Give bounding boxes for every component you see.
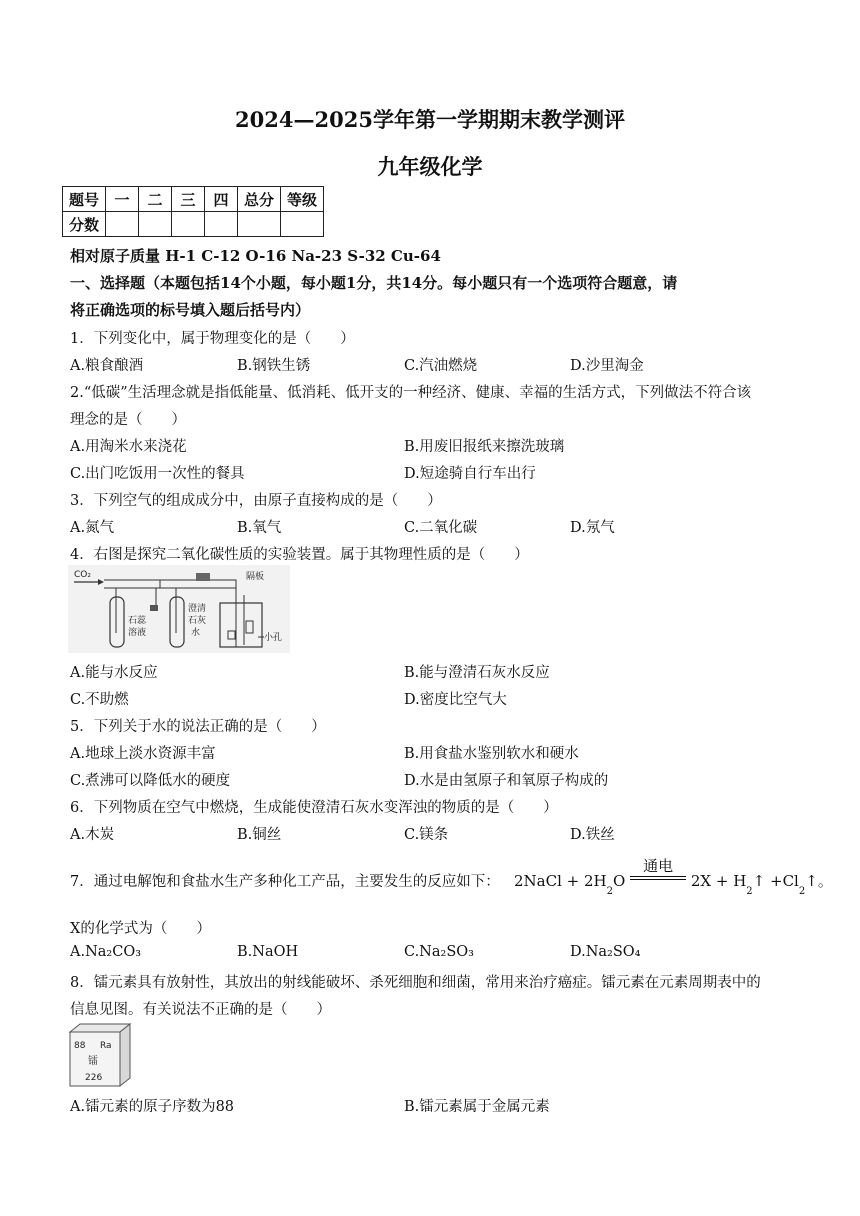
option-d[interactable]: D.氖气 (570, 520, 615, 536)
option-d[interactable]: D.短途骑自行车出行 (404, 466, 536, 482)
chemical-equation (514, 857, 833, 897)
element-name: 镭 (88, 1056, 98, 1067)
option-c[interactable]: C.镁条 (404, 827, 449, 843)
option-a[interactable]: A.Na₂CO₃ (70, 944, 142, 960)
option-b[interactable]: B.氧气 (237, 520, 282, 536)
option-b[interactable]: B.钢铁生锈 (237, 358, 311, 374)
question-7-stem: 7．通过电解饱和食盐水生产多种化工产品，主要发生的反应如下： (70, 874, 500, 890)
figure-label-limewater3: 水 (191, 628, 201, 638)
eq-sub: 2 (798, 886, 806, 897)
section-heading-cont: 将正确选项的标号填入题后括号内） (70, 301, 311, 319)
option-d[interactable]: D.铁丝 (570, 827, 615, 843)
section-heading: 一、选择题（本题包括14个小题，每小题1分，共14分。每小题只有一个选项符合题意，请 (70, 274, 678, 292)
option-c[interactable]: C.Na₂SO₃ (404, 944, 474, 960)
figure-label-hole: 小孔 (264, 633, 283, 643)
table-cell: 一 (106, 187, 139, 212)
eq-right: 2X + H (690, 872, 747, 890)
option-a[interactable]: A.氮气 (70, 520, 115, 536)
option-a[interactable]: A.能与水反应 (70, 665, 158, 681)
question-2-stem-cont: 理念的是（ ） (70, 412, 186, 428)
option-c[interactable]: C.二氧化碳 (404, 520, 478, 536)
figure-label-limewater1: 澄清 (188, 604, 207, 614)
question-8-stem: 8．镭元素具有放射性，其放出的射线能破坏、杀死细胞和细菌，常用来治疗癌症。镭元素在元素周期表中的 (70, 975, 761, 991)
table-cell: 四 (205, 187, 238, 212)
eq-end: 。 (817, 872, 833, 890)
option-a[interactable]: A.粮食酿酒 (70, 358, 144, 374)
option-d[interactable]: D.水是由氢原子和氧原子构成的 (404, 773, 609, 789)
figure-label-litmus2: 溶液 (128, 628, 147, 638)
option-a[interactable]: A.用淘米水来浇花 (70, 439, 187, 455)
question-7-stem-cont: X的化学式为（ ） (70, 921, 211, 937)
eq-left-tail: O (613, 872, 626, 890)
table-cell[interactable] (205, 212, 238, 237)
score-table (62, 186, 324, 237)
option-a[interactable]: A.木炭 (70, 827, 115, 843)
table-cell: 总分 (238, 187, 281, 212)
table-cell[interactable] (139, 212, 172, 237)
atomic-mass-line: 相对原子质量 H-1 C-12 O-16 Na-23 S-32 Cu-64 (70, 247, 441, 265)
table-cell[interactable] (106, 212, 139, 237)
table-cell[interactable] (281, 212, 324, 237)
option-d[interactable]: D.密度比空气大 (404, 692, 507, 708)
score-table-header-row (63, 187, 324, 212)
eq-right-mid: ↑ +Cl (752, 872, 799, 890)
figure-label-co2: CO₂ (74, 570, 91, 580)
element-cell-figure (68, 1022, 132, 1088)
option-b[interactable]: B.镭元素属于金属元素 (404, 1099, 550, 1115)
figure-label-litmus: 石蕊 (128, 616, 147, 626)
table-cell: 分数 (63, 212, 106, 237)
option-b[interactable]: B.铜丝 (237, 827, 282, 843)
eq-double-line (630, 876, 686, 880)
element-symbol: Ra (100, 1041, 112, 1051)
option-b[interactable]: B.用废旧报纸来擦洗玻璃 (404, 439, 565, 455)
table-cell[interactable] (238, 212, 281, 237)
score-table-score-row (63, 212, 324, 237)
question-5-stem: 5．下列关于水的说法正确的是（ ） (70, 719, 326, 735)
option-b[interactable]: B.NaOH (237, 944, 299, 960)
eq-right-tail: ↑ (805, 872, 818, 890)
option-d[interactable]: D.沙里淘金 (570, 358, 644, 374)
option-b[interactable]: B.用食盐水鉴别软水和硬水 (404, 746, 579, 762)
question-2-stem: 2.“低碳”生活理念就是指低能量、低消耗、低开支的一种经济、健康、幸福的生活方式，下列做法不符合该 (70, 385, 752, 401)
option-c[interactable]: C.汽油燃烧 (404, 358, 478, 374)
element-number: 88 (74, 1041, 86, 1051)
figure-label-partition: 隔板 (246, 572, 265, 582)
option-c[interactable]: C.不助燃 (70, 692, 129, 708)
option-a[interactable]: A.地球上淡水资源丰富 (70, 746, 216, 762)
option-c[interactable]: C.出门吃饭用一次性的餐具 (70, 466, 245, 482)
co2-apparatus-figure (68, 565, 290, 653)
table-cell: 二 (139, 187, 172, 212)
question-8-stem-cont: 信息见图。有关说法不正确的是（ ） (70, 1002, 331, 1018)
option-a[interactable]: A.镭元素的原子序数为88 (70, 1099, 235, 1115)
page-title: 2024—2025学年第一学期期末教学测评 (235, 107, 625, 132)
table-cell[interactable] (172, 212, 205, 237)
table-cell: 三 (172, 187, 205, 212)
figure-label-limewater2: 石灰 (188, 616, 207, 626)
question-3-stem: 3．下列空气的组成成分中，由原子直接构成的是（ ） (70, 493, 442, 509)
option-b[interactable]: B.能与澄清石灰水反应 (404, 665, 550, 681)
page-subtitle: 九年级化学 (377, 154, 483, 179)
option-d[interactable]: D.Na₂SO₄ (570, 944, 641, 960)
eq-left: 2NaCl + 2H (514, 872, 607, 890)
question-1-stem: 1．下列变化中，属于物理变化的是（ ） (70, 331, 355, 347)
question-4-stem: 4．右图是探究二氧化碳性质的实验装置。属于其物理性质的是（ ） (70, 547, 529, 563)
eq-condition-label: 通电 (643, 857, 674, 875)
eq-sub: 2 (606, 886, 613, 897)
eq-condition (630, 858, 686, 880)
table-cell: 题号 (63, 187, 106, 212)
eq-sub: 2 (746, 886, 753, 897)
question-6-stem: 6．下列物质在空气中燃烧，生成能使澄清石灰水变浑浊的物质的是（ ） (70, 800, 558, 816)
element-mass: 226 (85, 1073, 103, 1083)
option-c[interactable]: C.煮沸可以降低水的硬度 (70, 773, 231, 789)
table-cell: 等级 (281, 187, 324, 212)
